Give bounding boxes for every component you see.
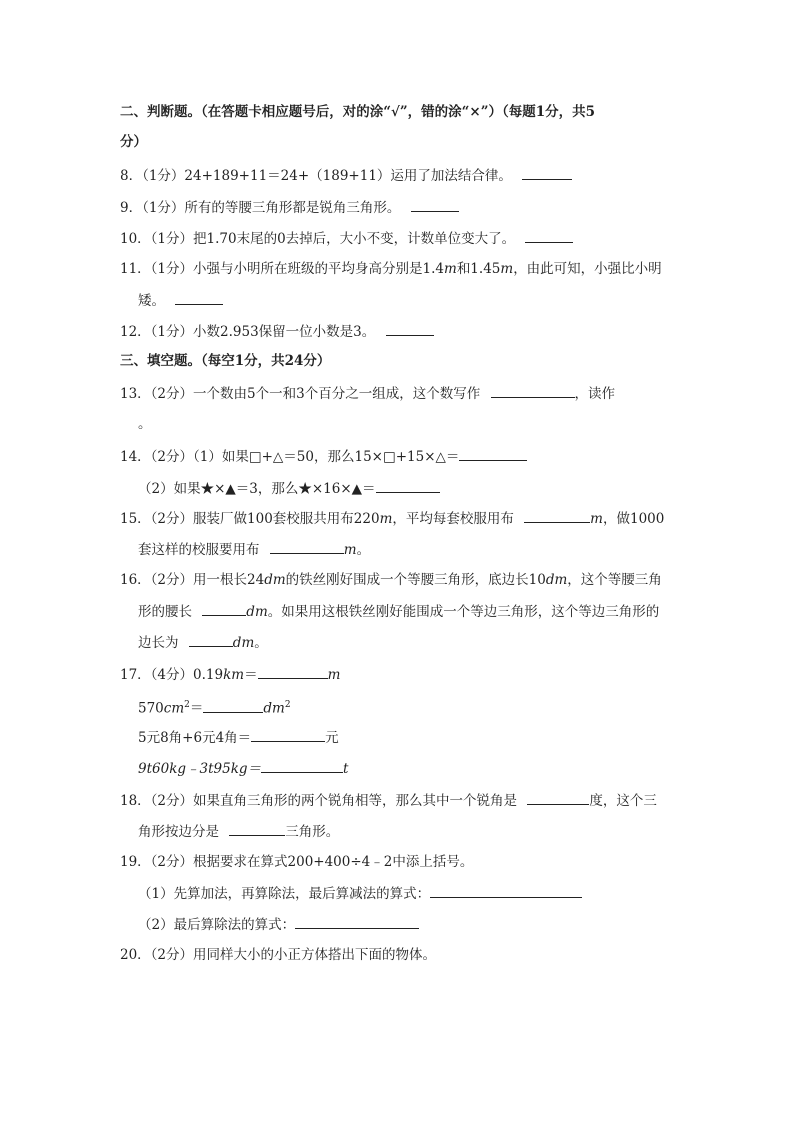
question-15-line1 — [120, 508, 664, 529]
unit-dm: dm — [545, 572, 568, 588]
unit-dm: dm — [246, 604, 268, 620]
unit-m: m — [379, 511, 393, 527]
answer-blank[interactable] — [202, 601, 246, 616]
question-10 — [120, 228, 573, 249]
question-19-line1: 19．（2分）根据要求在算式200+400÷4﹣2中添上括号。 — [120, 854, 474, 870]
question-8 — [120, 165, 572, 186]
question-8-text: 8．（1分）24+189+11＝24+（189+11）运用了加法结合律。 — [120, 168, 512, 184]
unit-t: t — [343, 761, 349, 777]
question-16-line2 — [138, 601, 659, 622]
superscript-2: 2 — [284, 700, 291, 710]
question-14-line2 — [138, 478, 440, 499]
question-20: 20．（2分）用同样大小的小正方体搭出下面的物体。 — [120, 947, 437, 963]
question-19-text-c: （2）最后算除法的算式： — [138, 917, 296, 933]
question-11-line1 — [120, 259, 662, 279]
question-15-text-d: 套这样的校服要用布 — [138, 542, 260, 558]
unit-m: m — [500, 261, 514, 277]
unit-km: km — [223, 667, 245, 683]
question-17-line1 — [120, 664, 340, 685]
question-11-text-c: ，由此可知，小强比小明 — [513, 261, 662, 277]
question-14-line1 — [120, 446, 527, 467]
answer-blank[interactable] — [203, 698, 263, 713]
question-13-line1 — [120, 383, 615, 404]
unit-m: m — [327, 667, 341, 683]
question-10-text: 10．（1分）把1.70末尾的0去掉后，大小不变，计数单位变大了。 — [120, 231, 516, 247]
answer-blank[interactable] — [376, 478, 440, 493]
unit-m: m — [343, 542, 357, 558]
question-18-line2 — [138, 821, 339, 842]
question-16-text-g: 。 — [254, 635, 268, 651]
section-2-title-line1: 二、判断题。（在答题卡相应题号后，对的涂“√”，错的涂“×”）（每题1分，共5 — [120, 104, 596, 120]
answer-blank[interactable] — [261, 758, 343, 773]
unit-dm: dm — [263, 700, 285, 717]
answer-blank[interactable] — [524, 508, 590, 523]
question-16-line3 — [138, 632, 268, 653]
unit-m: m — [590, 511, 603, 527]
section-2-title-line2: 分） — [120, 134, 147, 150]
answer-blank[interactable] — [295, 914, 419, 929]
equals: ＝ — [244, 667, 258, 683]
question-13-text-a: 13．（2分）一个数由5个一和3个百分之一组成，这个数写作 — [120, 386, 481, 402]
question-18-text-a: 18．（2分）如果直角三角形的两个锐角相等，那么其中一个锐角是 — [120, 793, 518, 809]
question-16-text-c: ，这个等腰三角 — [567, 572, 662, 588]
question-16-text-e: 。如果用这根铁丝刚好能围成一个等边三角形，这个等边三角形的 — [267, 604, 660, 620]
question-19-line2 — [138, 883, 582, 904]
answer-blank[interactable] — [527, 790, 589, 805]
question-18-text-b: 度，这个三 — [589, 793, 657, 809]
question-17-line3 — [138, 727, 339, 748]
question-11-text-d: 矮。 — [138, 293, 165, 309]
question-15-text-a: 15．（2分）服装厂做100套校服共用布220 — [120, 511, 380, 527]
unit-m: m — [444, 261, 457, 277]
answer-blank[interactable] — [258, 664, 328, 679]
answer-blank[interactable] — [189, 632, 233, 647]
answer-blank[interactable] — [251, 727, 325, 742]
question-17-text-a: 17．（4分）0.19 — [120, 667, 224, 683]
question-17-line2 — [138, 695, 291, 719]
question-17-text-b: 570 — [138, 700, 164, 717]
answer-blank[interactable] — [525, 228, 573, 243]
question-13-text-b: ，读作 — [574, 386, 615, 402]
question-17-text-c: 5元8角+6元4角＝ — [138, 730, 252, 746]
question-19-text-b: （1）先算加法，再算除法，最后算减法的算式： — [138, 886, 431, 902]
answer-blank[interactable] — [270, 539, 344, 554]
answer-blank[interactable] — [522, 165, 572, 180]
unit-dm: dm — [232, 635, 255, 651]
question-11-line2 — [138, 290, 223, 311]
answer-blank[interactable] — [459, 446, 527, 461]
question-16-text-b: 的铁丝刚好围成一个等腰三角形，底边长10 — [285, 572, 546, 588]
question-12-text: 12．（1分）小数2.953保留一位小数是3。 — [120, 324, 376, 340]
question-16-text-f: 边长为 — [138, 635, 179, 651]
unit-yuan: 元 — [325, 730, 339, 746]
question-15-text-e: 。 — [356, 542, 371, 558]
question-16-line1 — [120, 570, 662, 590]
answer-blank[interactable] — [229, 821, 285, 836]
question-17-text-d: 9t60kg﹣3t95kg＝ — [138, 761, 262, 777]
question-15-text-c: ，做1000 — [602, 511, 665, 527]
question-9-text: 9．（1分）所有的等腰三角形都是锐角三角形。 — [120, 200, 401, 216]
question-15-line2 — [138, 539, 370, 560]
question-16-text-d: 形的腰长 — [138, 604, 192, 620]
unit-cm: cm — [163, 700, 185, 717]
question-18-text-d: 三角形。 — [285, 824, 340, 840]
section-3-title: 三、填空题。（每空1分，共24分） — [120, 353, 331, 369]
question-13-line2: 。 — [138, 416, 152, 432]
question-18-text-c: 角形按边分是 — [138, 824, 219, 840]
question-16-text-a: 16．（2分）用一根长24 — [120, 572, 265, 588]
answer-blank[interactable] — [386, 321, 434, 336]
question-15-text-b: ，平均每套校服用布 — [392, 511, 514, 527]
question-18-line1 — [120, 790, 657, 811]
unit-dm: dm — [264, 572, 286, 588]
question-14-text-a: 14．（2分）（1）如果□+△＝50，那么15×□+15×△＝ — [120, 449, 460, 465]
answer-blank[interactable] — [491, 383, 575, 398]
answer-blank[interactable] — [430, 883, 582, 898]
question-11-text-a: 11．（1分）小强与小明所在班级的平均身高分别是1.4 — [120, 261, 444, 277]
answer-blank[interactable] — [175, 290, 223, 305]
question-19-line3 — [138, 914, 419, 935]
superscript-2: 2 — [184, 700, 190, 710]
question-11-text-b: 和1.45 — [456, 261, 501, 277]
question-14-text-b: （2）如果★×▲＝3，那么★×16×▲＝ — [138, 481, 376, 497]
equals: ＝ — [189, 700, 204, 717]
question-12 — [120, 321, 434, 342]
answer-blank[interactable] — [411, 197, 459, 212]
question-17-line4 — [138, 758, 348, 779]
question-9 — [120, 197, 459, 218]
